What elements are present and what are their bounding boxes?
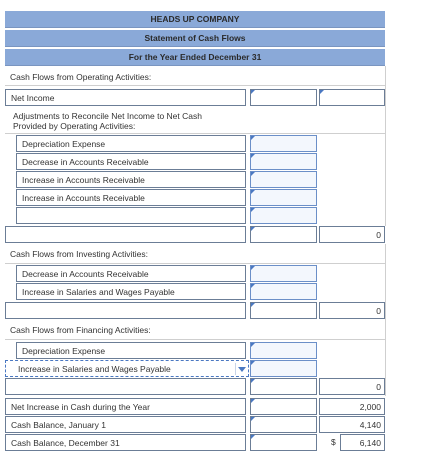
adjustments-heading bbox=[5, 108, 385, 134]
input-marker-icon bbox=[251, 136, 255, 140]
net-increase-sub-input[interactable] bbox=[250, 398, 317, 415]
begin-balance-label-input[interactable] bbox=[5, 416, 246, 433]
financing-total-sub-input[interactable] bbox=[250, 378, 317, 395]
financing-total-label-input[interactable] bbox=[5, 378, 246, 395]
financing-total-amount[interactable] bbox=[319, 378, 385, 395]
investing-total-value: 0 bbox=[376, 305, 381, 316]
operating-item-1-text: Depreciation Expense bbox=[22, 138, 106, 149]
financing-title-text: Cash Flows from Financing Activities: bbox=[10, 324, 151, 335]
input-marker-icon bbox=[251, 435, 255, 439]
operating-item-3-label[interactable] bbox=[16, 171, 246, 188]
begin-balance-label: Cash Balance, January 1 bbox=[11, 419, 106, 430]
operating-item-5-amount[interactable] bbox=[250, 207, 317, 224]
select-divider bbox=[235, 363, 236, 375]
operating-section-title bbox=[5, 68, 385, 86]
net-income-label-input[interactable] bbox=[5, 89, 246, 106]
operating-total-label-input[interactable] bbox=[5, 226, 246, 243]
operating-item-1-label[interactable] bbox=[16, 135, 246, 152]
operating-item-5-label[interactable] bbox=[16, 207, 246, 224]
operating-item-1-amount[interactable] bbox=[250, 135, 317, 152]
investing-item-2-label[interactable] bbox=[16, 283, 246, 300]
investing-item-1-amount[interactable] bbox=[250, 265, 317, 282]
input-marker-icon bbox=[251, 417, 255, 421]
investing-section-title bbox=[5, 244, 385, 264]
input-marker-icon bbox=[251, 343, 255, 347]
chevron-down-icon[interactable] bbox=[238, 367, 246, 372]
input-marker-icon bbox=[251, 303, 255, 307]
net-increase-label-input[interactable] bbox=[5, 398, 246, 415]
investing-item-2-text: Increase in Salaries and Wages Payable bbox=[22, 286, 175, 297]
net-income-label: Net Income bbox=[11, 92, 55, 103]
adjustments-line-2: Provided by Operating Activities: bbox=[13, 120, 136, 131]
net-increase-label: Net Increase in Cash during the Year bbox=[11, 401, 150, 412]
end-balance-amount[interactable] bbox=[340, 434, 385, 451]
input-marker-icon bbox=[251, 90, 255, 94]
operating-total-value: 0 bbox=[376, 229, 381, 240]
company-name-text: HEADS UP COMPANY bbox=[150, 14, 240, 24]
operating-item-2-text: Decrease in Accounts Receivable bbox=[22, 156, 149, 167]
investing-item-2-amount[interactable] bbox=[250, 283, 317, 300]
operating-item-3-amount[interactable] bbox=[250, 171, 317, 188]
end-balance-sub-input[interactable] bbox=[250, 434, 317, 451]
operating-item-2-label[interactable] bbox=[16, 153, 246, 170]
begin-balance-value: 4,140 bbox=[359, 419, 381, 430]
net-increase-value: 2,000 bbox=[359, 401, 381, 412]
right-border-upper bbox=[385, 66, 386, 226]
investing-total-label-input[interactable] bbox=[5, 302, 246, 319]
company-name bbox=[5, 11, 385, 28]
financing-item-2-select[interactable] bbox=[5, 360, 249, 377]
operating-item-3-text: Increase in Accounts Receivable bbox=[22, 174, 145, 185]
input-marker-icon bbox=[251, 284, 255, 288]
input-marker-icon bbox=[251, 361, 255, 365]
end-balance-label-input[interactable] bbox=[5, 434, 246, 451]
financing-section-title bbox=[5, 320, 385, 340]
operating-item-4-label[interactable] bbox=[16, 189, 246, 206]
currency-symbol-text: $ bbox=[331, 437, 336, 447]
operating-item-4-amount[interactable] bbox=[250, 189, 317, 206]
statement-period bbox=[5, 49, 385, 66]
investing-item-1-label[interactable] bbox=[16, 265, 246, 282]
input-marker-icon bbox=[251, 208, 255, 212]
statement-title bbox=[5, 30, 385, 47]
statement-title-text: Statement of Cash Flows bbox=[144, 33, 246, 43]
currency-symbol bbox=[331, 437, 336, 447]
investing-total-sub-input[interactable] bbox=[250, 302, 317, 319]
begin-balance-sub-input[interactable] bbox=[250, 416, 317, 433]
financing-item-2-text: Increase in Salaries and Wages Payable bbox=[18, 363, 171, 374]
right-border-lower bbox=[385, 320, 386, 396]
financing-total-value: 0 bbox=[376, 381, 381, 392]
investing-title-text: Cash Flows from Investing Activities: bbox=[10, 248, 148, 259]
net-increase-amount[interactable] bbox=[319, 398, 385, 415]
input-marker-icon bbox=[251, 399, 255, 403]
operating-item-2-amount[interactable] bbox=[250, 153, 317, 170]
adjustments-line-1: Adjustments to Reconcile Net Income to Net Cash bbox=[13, 110, 202, 121]
investing-total-amount[interactable] bbox=[319, 302, 385, 319]
input-marker-icon bbox=[320, 90, 324, 94]
operating-total-sub-input[interactable] bbox=[250, 226, 317, 243]
statement-period-text: For the Year Ended December 31 bbox=[128, 52, 262, 62]
input-marker-icon bbox=[251, 227, 255, 231]
net-income-amount-input[interactable] bbox=[319, 89, 385, 106]
financing-item-1-amount[interactable] bbox=[250, 342, 317, 359]
operating-item-4-text: Increase in Accounts Receivable bbox=[22, 192, 145, 203]
right-border-middle bbox=[385, 244, 386, 320]
input-marker-icon bbox=[251, 154, 255, 158]
operating-total-amount[interactable] bbox=[319, 226, 385, 243]
end-balance-value: 6,140 bbox=[359, 437, 381, 448]
input-marker-icon bbox=[251, 190, 255, 194]
end-balance-label: Cash Balance, December 31 bbox=[11, 437, 120, 448]
financing-item-2-amount[interactable] bbox=[250, 360, 317, 377]
operating-title-text: Cash Flows from Operating Activities: bbox=[10, 71, 152, 82]
begin-balance-amount[interactable] bbox=[319, 416, 385, 433]
financing-item-1-text: Depreciation Expense bbox=[22, 345, 106, 356]
input-marker-icon bbox=[251, 379, 255, 383]
net-income-sub-input[interactable] bbox=[250, 89, 317, 106]
input-marker-icon bbox=[251, 266, 255, 270]
investing-item-1-text: Decrease in Accounts Receivable bbox=[22, 268, 149, 279]
financing-item-1-label[interactable] bbox=[16, 342, 246, 359]
input-marker-icon bbox=[251, 172, 255, 176]
